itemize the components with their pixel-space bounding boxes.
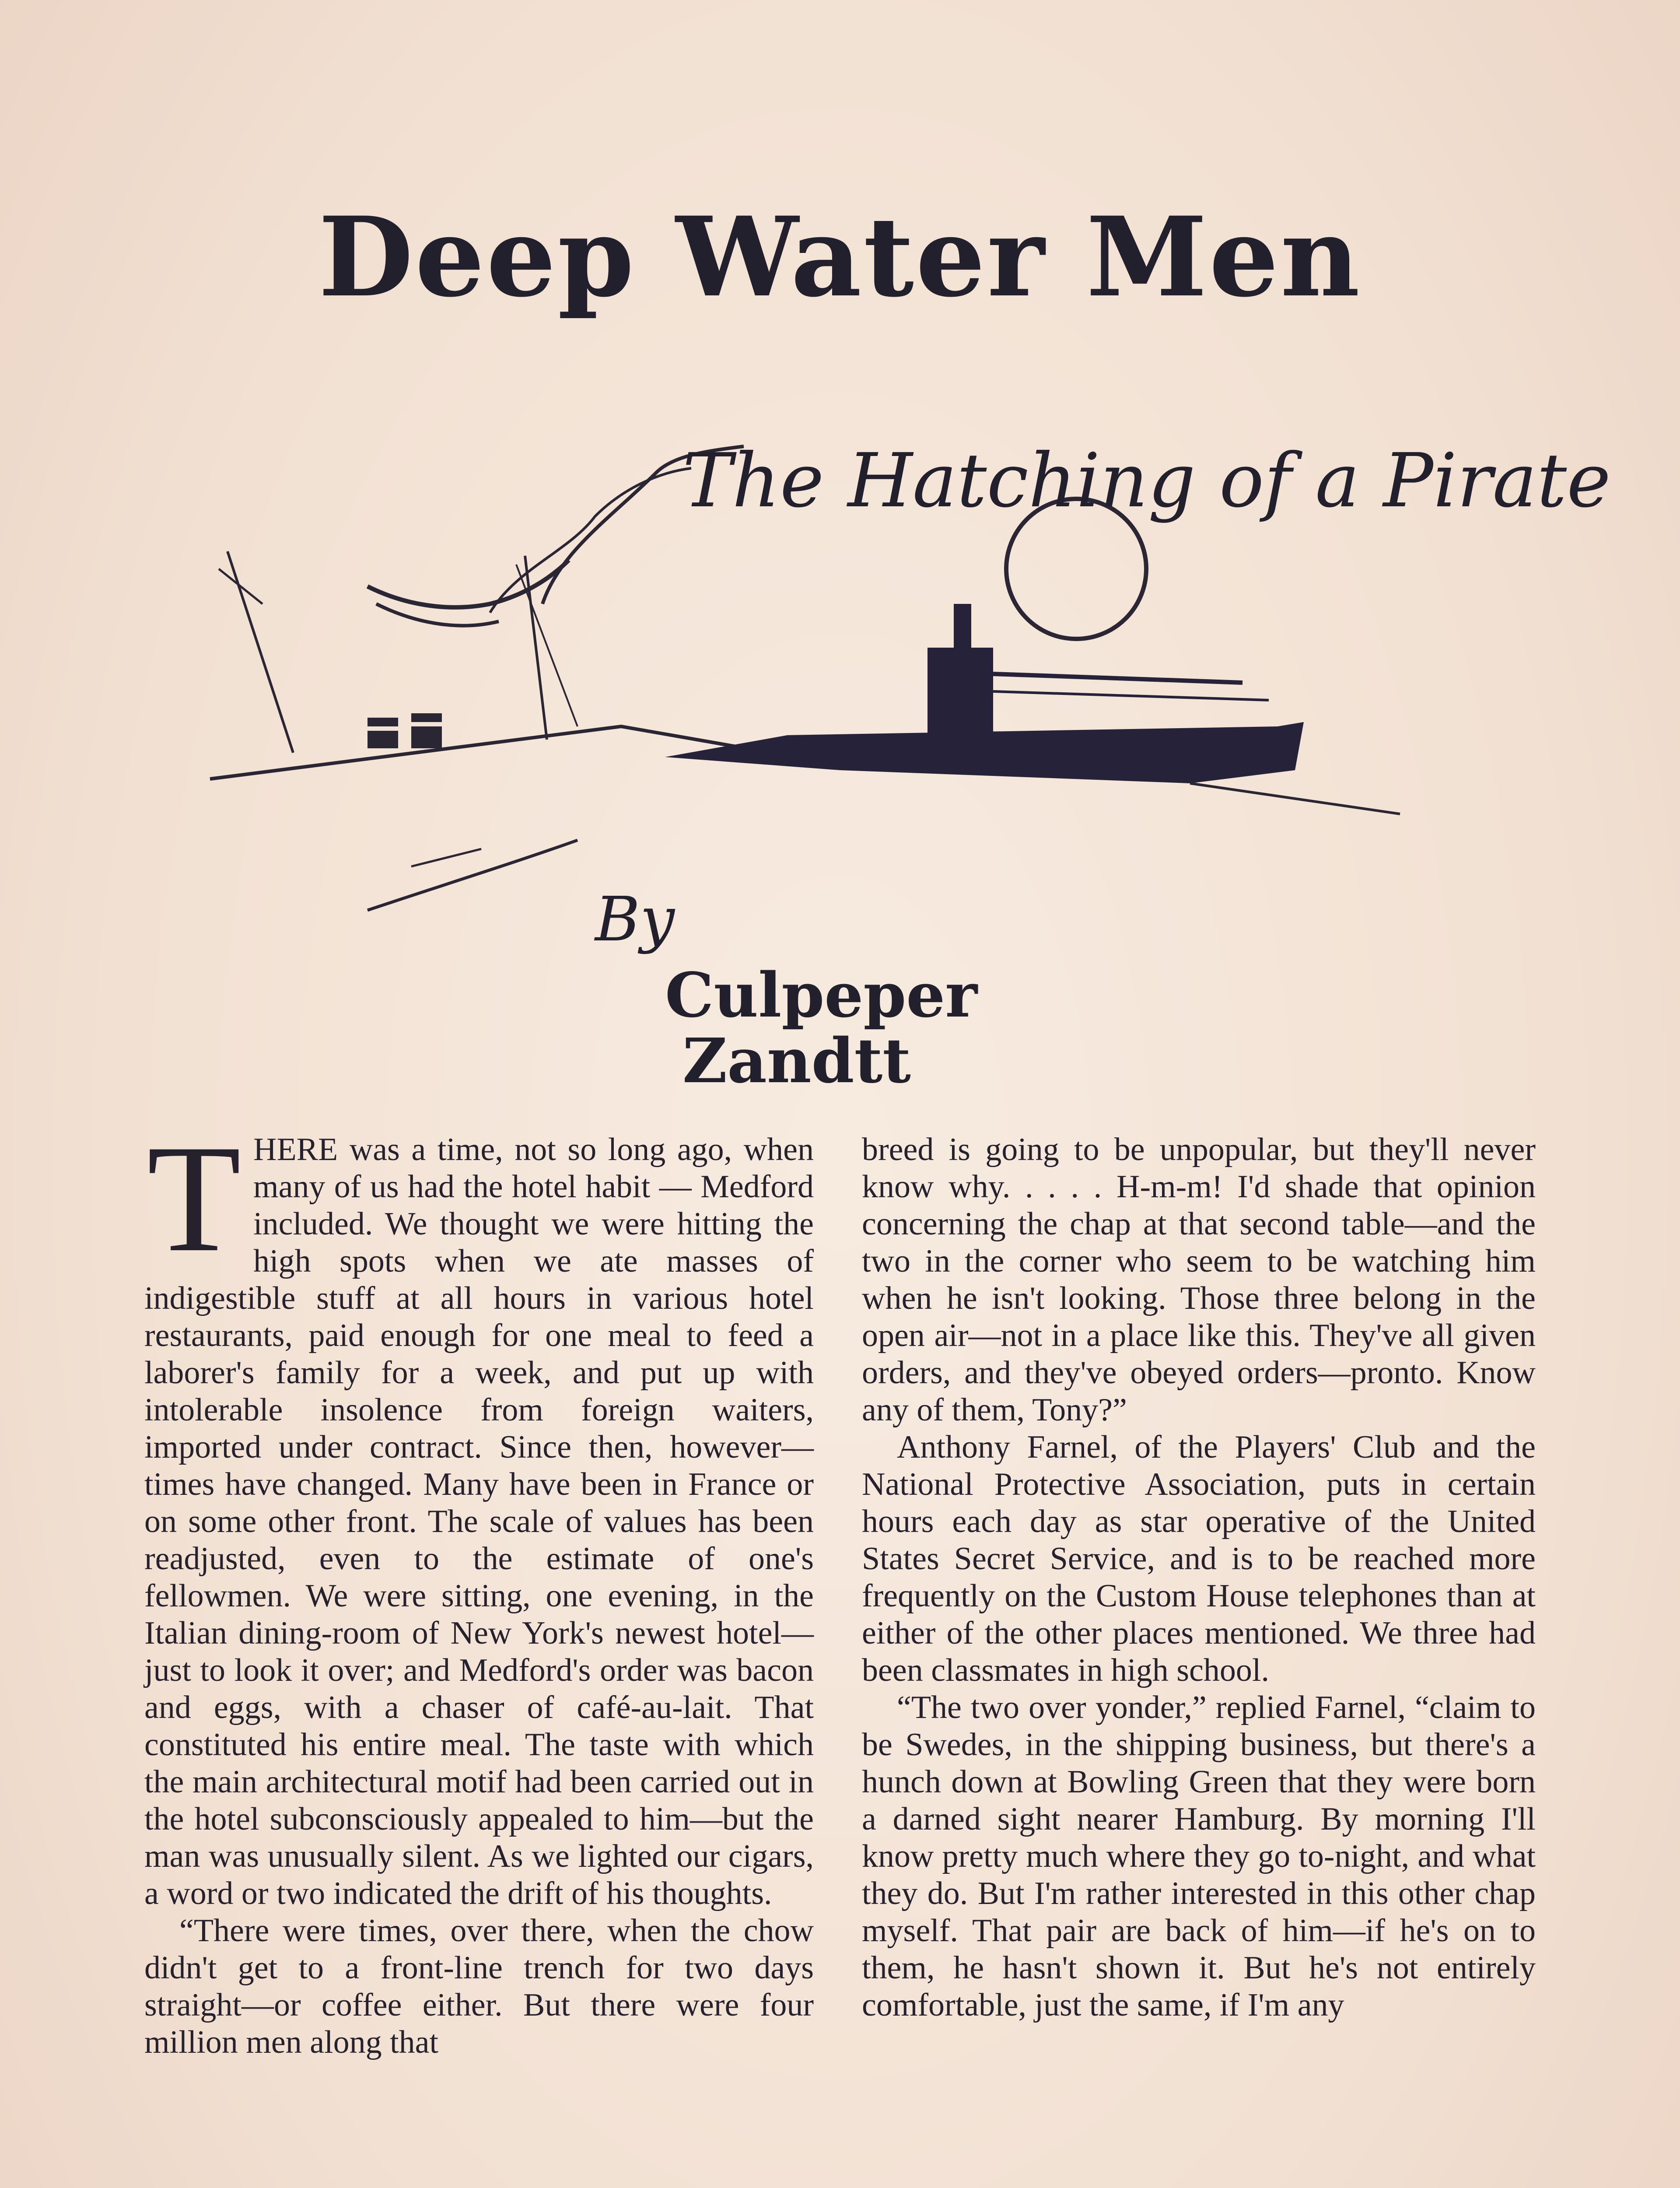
author-first-name: Culpeper — [665, 960, 978, 1031]
paragraph: “The two over yonder,” replied Farnel, “claim to be Swedes, in the shipping business, but there's a hunch down at Bowling Green that they were born a darned sight nearer Hamburg. By morning I'll know pretty much where they go to-night, and what they do. But I'm rather interested in this other chap myself. That pair are back of him—if he's on to them, he hasn't shown it. But he's not entirely comfortable, just the same, if I'm any — [862, 1690, 1536, 2023]
paragraph: Anthony Farnel, of the Players' Club and the National Protective Association, puts in certain hours each day as star operative of the United States Secret Service, and is to be reached more frequently on the Custom House telephones than at either of the other places mentioned. We three had been classmates in high school. — [862, 1429, 1536, 1688]
column-left — [144, 1113, 814, 2060]
article-subtitle: The Hatching of a Pirate — [682, 438, 1611, 524]
paragraph: “There were times, over there, when the chow didn't get to a front-line trench for two days straight—or coffee either. But there were four million men along that — [144, 1913, 814, 2060]
author-name — [665, 960, 1015, 1097]
byline-by: By — [595, 884, 675, 955]
article-headline: Deep Water Men — [318, 193, 1362, 321]
drop-cap: T — [147, 1113, 242, 1284]
paragraph: breed is going to be unpopular, but they'll never know why. . . . . H-m-m! I'd shade that opinion concerning the chap at that second table—and the two in the corner who seem to be watching him when he isn't looking. Those three belong in the open air—not in a place like this. They've all given orders, and they've obeyed orders—pronto. Know any of them, Tony?” — [862, 1132, 1536, 1428]
author-last-name: Zandtt — [682, 1025, 911, 1097]
column-right — [862, 1131, 1536, 2188]
paragraph: HERE was a time, not so long ago, when many of us had the hotel habit — Medford included. We thought we were hitting the high spots when we ate masses of indigestible stuff at all hours in various hotel restaurants, paid enough for one meal to feed a laborer's family for a week, and put up with intolerable insolence from foreign waiters, imported under contract. Since then, however—times have changed. Many have been in France or on some other front. The scale of values has been readjusted, even to the estimate of one's fellowmen. We were sitting, one evening, in the Italian dining-room of New York's newest hotel—just to look it over; and Medford's order was bacon and eggs, with a chaser of café-au-lait. That constituted his entire meal. The taste with which the main architectural motif had been carried out in the hotel subconsciously appealed to him—but the man was unusually silent. As we lighted our cigars, a word or two indicated the drift of his thoughts. — [144, 1132, 814, 1911]
